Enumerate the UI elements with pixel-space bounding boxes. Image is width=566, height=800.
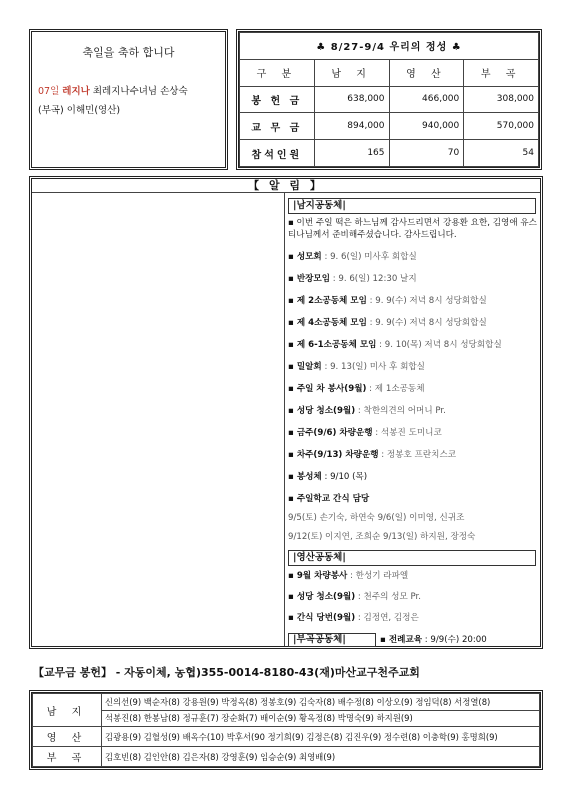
offering-table bbox=[239, 32, 539, 167]
volunteer-row-label: 영 산 bbox=[33, 727, 102, 747]
youngsan-item: ▪ 성당 청소(9월) : 천주의 성모 Pr. bbox=[288, 592, 421, 602]
offering-row bbox=[240, 140, 539, 167]
namji-item: ▪ 봉성체 : 9/10 (목) bbox=[288, 472, 368, 482]
volunteer-table-box bbox=[29, 690, 543, 770]
namji-item: ▪ 차주(9/13) 차량운행 : 정봉호 프란치스코 bbox=[288, 450, 457, 460]
volunteer-row bbox=[33, 747, 540, 767]
offering-col-header: 구 분 bbox=[240, 59, 315, 86]
namji-item: ▪ 밀알회 : 9. 13(일) 미사 후 회합실 bbox=[288, 362, 425, 372]
namji-item: ▪ 금주(9/6) 차량운행 : 석봉진 도미니코 bbox=[288, 428, 442, 438]
offering-cell: 894,000 bbox=[314, 113, 389, 140]
birthday-box bbox=[29, 29, 228, 170]
volunteer-row-label: 남 지 bbox=[33, 694, 102, 727]
notice-box bbox=[29, 176, 543, 649]
volunteer-table bbox=[32, 693, 540, 767]
volunteer-row-label: 부 곡 bbox=[33, 747, 102, 767]
offering-col-namji: 남 지 bbox=[314, 59, 389, 86]
namji-item: ▪ 주일 차 봉사(9월) : 제 1소공동체 bbox=[288, 384, 425, 394]
bugok-item: ▪ 전례교육 : 9/9(수) 20:00 bbox=[380, 635, 487, 645]
namji-item: ▪ 제 2소공동체 모임 : 9. 9(수) 저녁 8시 성당회합실 bbox=[288, 296, 487, 306]
birthday-line-1 bbox=[38, 83, 188, 97]
offering-col-bugok: 부 곡 bbox=[464, 59, 539, 86]
namji-item: ▪ 제 4소공동체 모임 : 9. 9(수) 저녁 8시 성당회합실 bbox=[288, 318, 487, 328]
birthday-title: 축일을 축하 합니다 bbox=[82, 46, 175, 59]
donation-info: 【교무금 봉헌】 - 자동이체, 농협)355-0014-8180-43(재)마산교구천주교회 bbox=[33, 666, 420, 679]
namji-item: ▪ 반장모임 : 9. 6(일) 12:30 날지 bbox=[288, 274, 417, 284]
namji-item: ▪ 성모회 : 9. 6(일) 미사후 회합실 bbox=[288, 252, 417, 262]
offering-row-label: 참석인원 bbox=[240, 140, 315, 167]
youngsan-header: |영산공동체| bbox=[288, 550, 536, 566]
notice-divider bbox=[284, 193, 285, 646]
namji-header: |남지공동체| bbox=[288, 198, 536, 214]
youngsan-item: ▪ 9월 차량봉사 : 한성기 라파엘 bbox=[288, 571, 409, 581]
namji-item: ▪ 제 6-1소공동체 모임 : 9. 10(목) 저녁 8시 성당회합실 bbox=[288, 340, 502, 350]
offering-row-label: 봉 헌 금 bbox=[240, 86, 315, 113]
volunteer-names: 석봉진(8) 한봉남(8) 정규훈(7) 장순화(7) 배이순(9) 황옥정(8) 박명숙(9) 하지원(9) bbox=[102, 710, 540, 727]
namji-snack-2: 9/12(토) 이지연, 조희순 9/13(일) 하지원, 장정숙 bbox=[288, 532, 476, 542]
offering-title: ♣ 8/27-9/4 우리의 정성 ♣ bbox=[240, 33, 539, 60]
birthday-date: 07일 bbox=[38, 86, 60, 97]
volunteer-row bbox=[33, 727, 540, 747]
offering-table-box bbox=[236, 29, 542, 170]
notice-title: 【 알 림 】 bbox=[32, 178, 540, 193]
offering-cell: 165 bbox=[314, 140, 389, 167]
offering-row-label: 교 무 금 bbox=[240, 113, 315, 140]
birthday-names-2: (부곡) 이해민(영산) bbox=[38, 105, 121, 116]
offering-cell: 54 bbox=[464, 140, 539, 167]
namji-item: ▪ 주일학교 간식 담당 bbox=[288, 494, 370, 504]
volunteer-row bbox=[33, 710, 540, 727]
volunteer-names: 김광용(9) 김혈성(9) 배옥수(10) 박후서(90 정기희(9) 김정은(8) 김진우(9) 정수련(8) 이충학(9) 홍명희(9) bbox=[102, 727, 540, 747]
offering-cell: 570,000 bbox=[464, 113, 539, 140]
offering-row bbox=[240, 113, 539, 140]
birthday-names-1: 최레지나수녀님 손상숙 bbox=[92, 86, 188, 97]
offering-col-youngsan: 영 산 bbox=[389, 59, 464, 86]
namji-snack-1: 9/5(토) 손기숙, 하연숙 9/6(일) 이미영, 신귀조 bbox=[288, 513, 465, 523]
volunteer-names: 신의선(9) 백순자(8) 강용원(9) 박정옥(8) 정봉호(9) 김숙자(8) 배수정(8) 이상오(9) 정임덕(8) 서정열(8) bbox=[102, 694, 540, 711]
youngsan-item: ▪ 간식 당번(9월) : 김정연, 김정은 bbox=[288, 613, 419, 623]
volunteer-names: 김호빈(8) 김인안(8) 김은자(8) 강영훈(9) 임승순(9) 최영배(9) bbox=[102, 747, 540, 767]
birthday-saint: 레지나 bbox=[62, 86, 90, 97]
bugok-header: |부곡공동체| bbox=[288, 633, 376, 647]
offering-cell: 70 bbox=[389, 140, 464, 167]
offering-cell: 308,000 bbox=[464, 86, 539, 113]
offering-cell: 638,000 bbox=[314, 86, 389, 113]
offering-cell: 466,000 bbox=[389, 86, 464, 113]
offering-cell: 940,000 bbox=[389, 113, 464, 140]
offering-row bbox=[240, 86, 539, 113]
namji-intro: ▪ 이번 주일 떡은 하느님께 감사드리면서 강용환 요한, 김영애 유스티나님께서 준비해주셨습니다. 감사드립니다. bbox=[288, 218, 537, 240]
volunteer-row bbox=[33, 694, 540, 711]
namji-item: ▪ 성당 청소(9월) : 착한의견의 어머니 Pr. bbox=[288, 406, 446, 416]
